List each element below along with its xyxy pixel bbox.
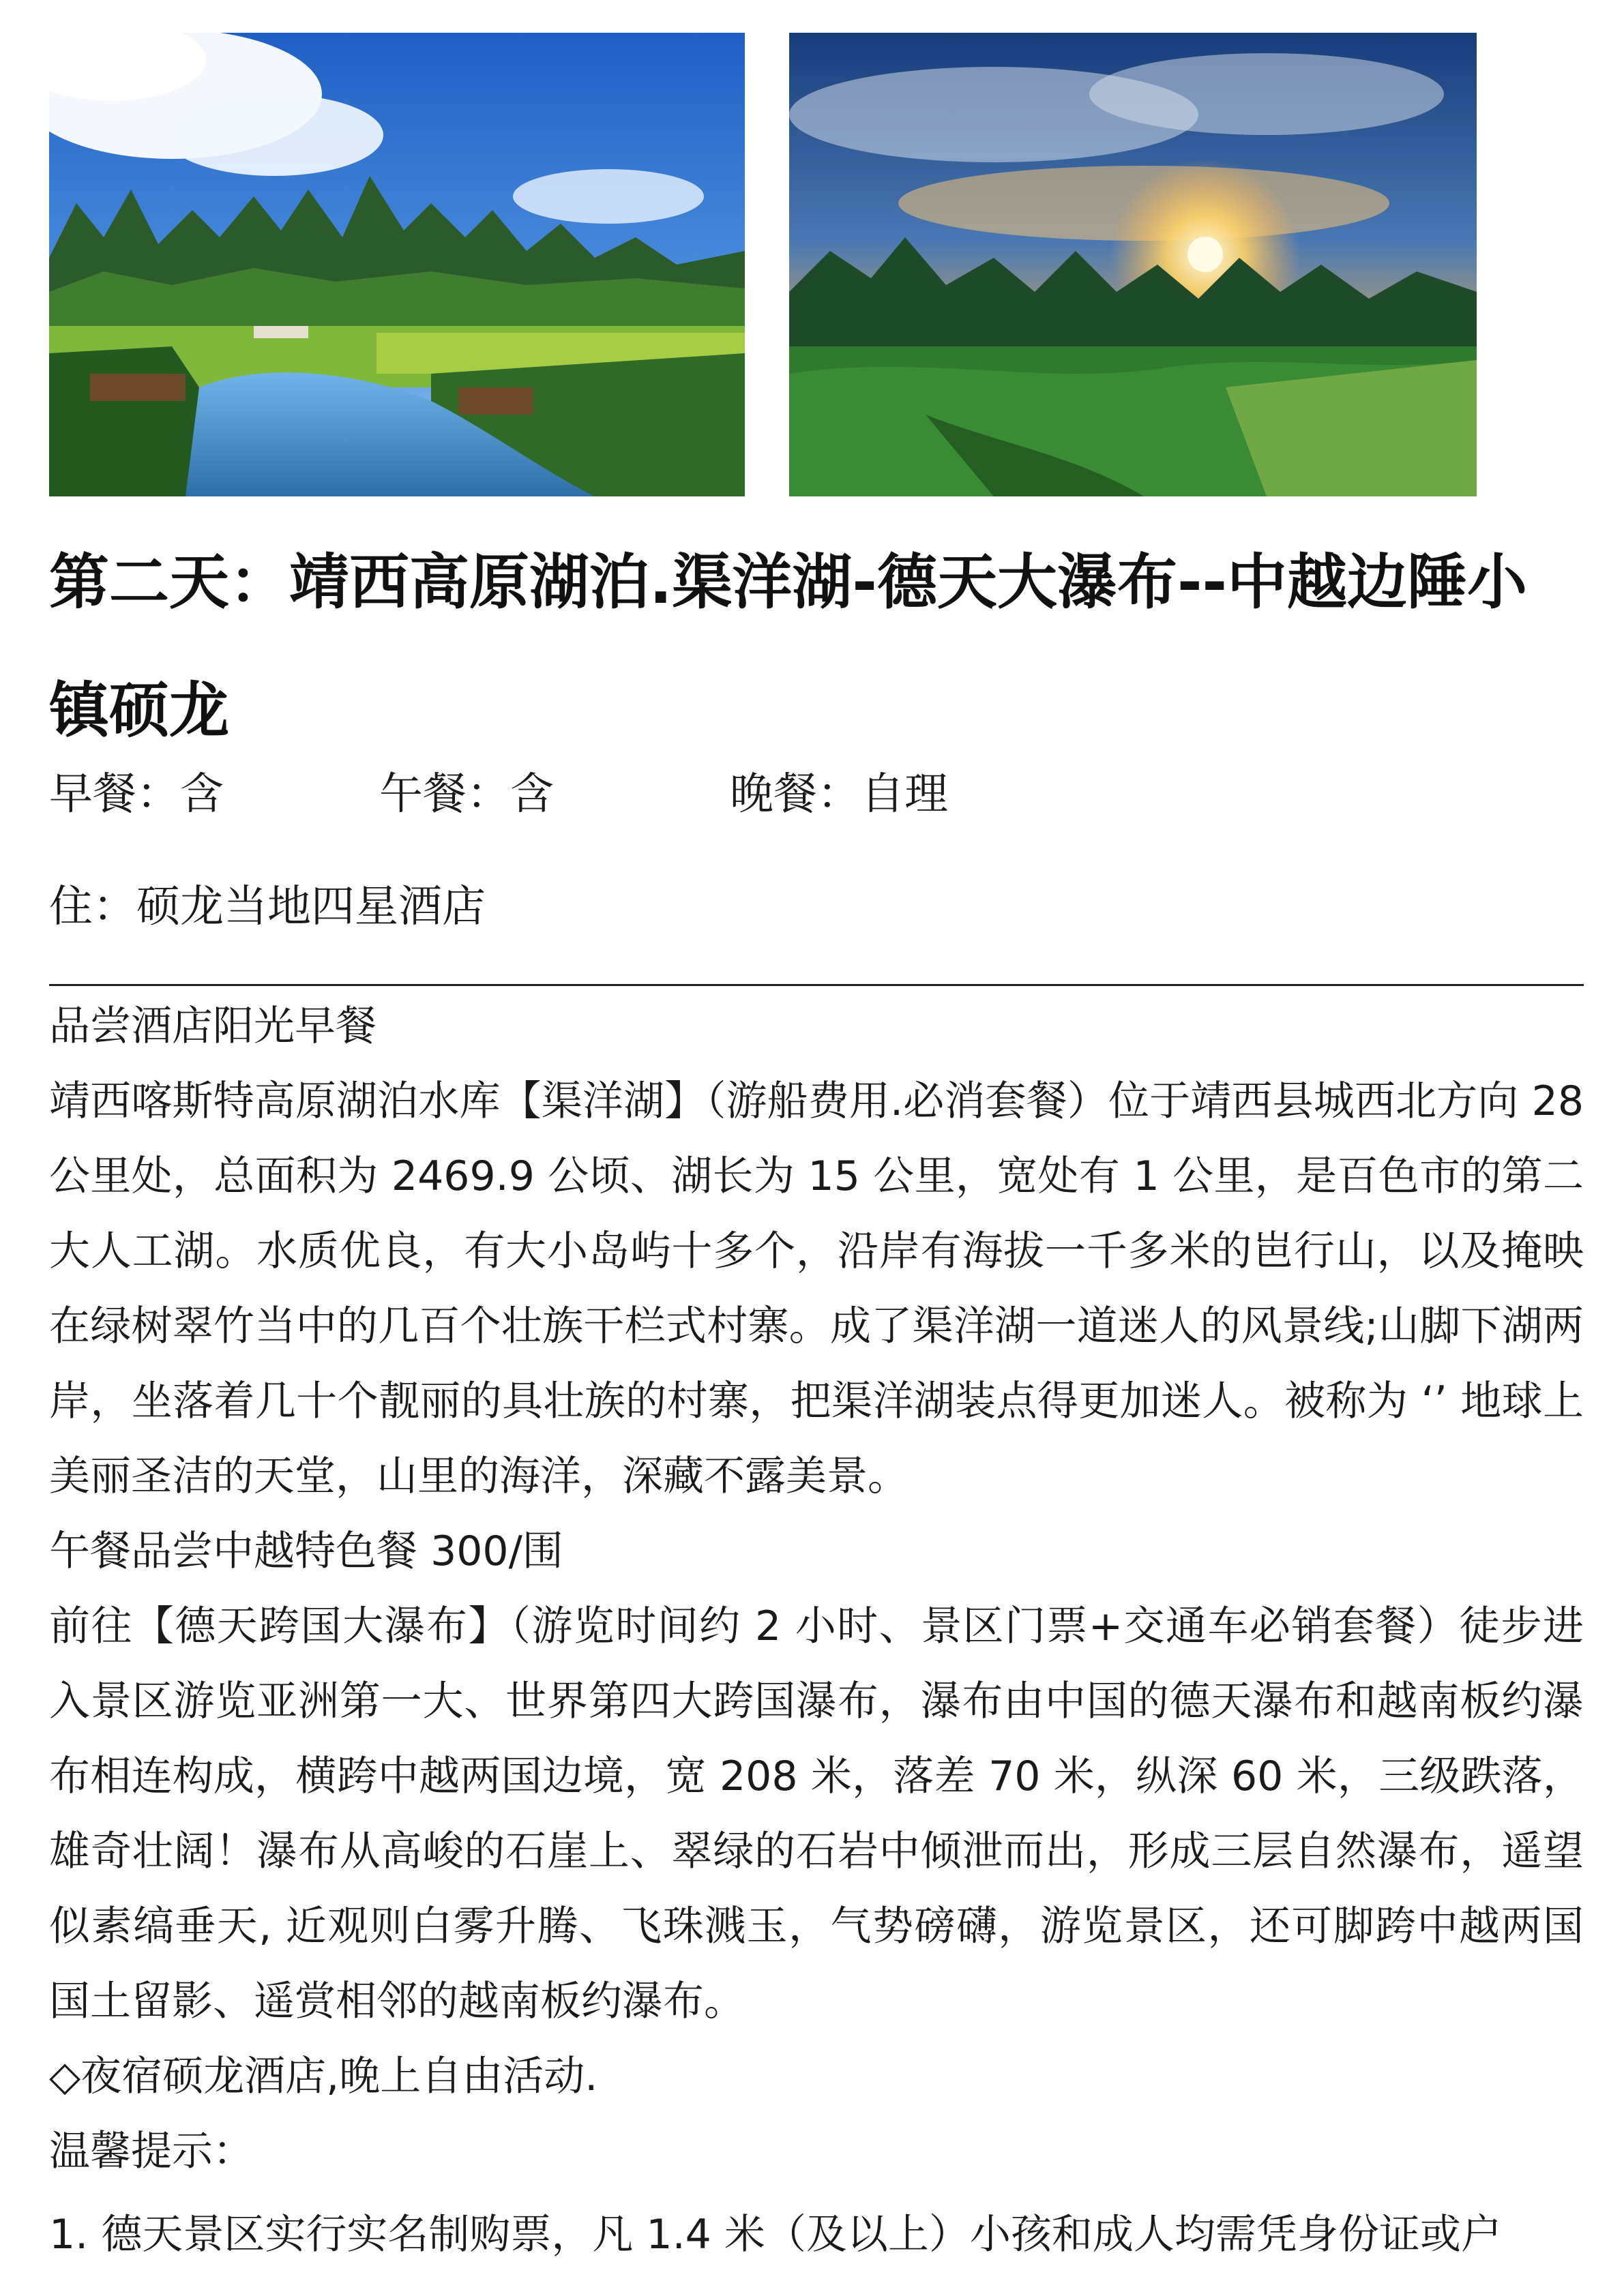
meal-info <box>49 767 1550 822</box>
paragraph: 靖西喀斯特高原湖泊水库【渠洋湖】（游船费用.必消套餐）位于靖西县城西北方向 28 公里处，总面积为 2469.9 公顷、湖长为 15 公里，宽处有 1 公里，是百色市的第二大人工湖。水质优良，有大小岛屿十多个，沿岸有海拔一千多米的岜行山，以及掩映在绿树翠竹当中的几百个壮族干栏式村寨。成了渠洋湖一道迷人的风景线;山脚下湖两岸，坐落着几十个靓丽的具壮族的村寨，把渠洋湖装点得更加迷人。被称为 ‘’ 地球上美丽圣洁的天堂，山里的海洋，深藏不露美景。 <box>49 1077 1584 1500</box>
paragraph: 1. 德天景区实行实名制购票，凡 1.4 米（及以上）小孩和成人均需凭身份证或户 <box>49 2211 1502 2258</box>
accommodation-text: 住：硕龙当地四星酒店 <box>49 882 486 932</box>
paragraph: 温馨提示： <box>49 2128 254 2175</box>
divider <box>49 984 1584 986</box>
paragraph: 品尝酒店阳光早餐 <box>49 1002 377 1050</box>
paragraph: ◇夜宿硕龙酒店,晚上自由活动. <box>49 2053 598 2100</box>
breakfast-text: 早餐：含 <box>49 769 224 820</box>
karst-mountains-sunset-photo <box>789 33 1477 496</box>
itinerary-body <box>49 989 1584 2272</box>
karst-mountains-lake-photo <box>49 33 745 496</box>
paragraph: 午餐品尝中越特色餐 300/围 <box>49 1527 563 1575</box>
paragraph: 前往【德天跨国大瀑布】（游览时间约 2 小时、景区门票+交通车必销套餐）徒步进入景区游览亚洲第一大、世界第四大跨国瀑布，瀑布由中国的德天瀑布和越南板约瀑布相连构成，横跨中越两国边境，宽 208 米，落差 70 米，纵深 60 米，三级跌落，雄奇壮阔！瀑布从高峻的石崖上、翠绿的石岩中倾泄而出，形成三层自然瀑布，遥望似素缟垂天, 近观则白雾升腾、飞珠溅玉，气势磅礴，游览景区，还可脚跨中越两国国土留影、遥赏相邻的越南板约瀑布。 <box>49 1602 1584 2025</box>
lunch-text: 午餐：含 <box>379 769 554 820</box>
dinner-text: 晚餐：自理 <box>730 769 948 820</box>
page-title: 第二天：靖西高原湖泊.渠洋湖-德天大瀑布--中越边陲小镇硕龙 <box>49 547 1528 745</box>
